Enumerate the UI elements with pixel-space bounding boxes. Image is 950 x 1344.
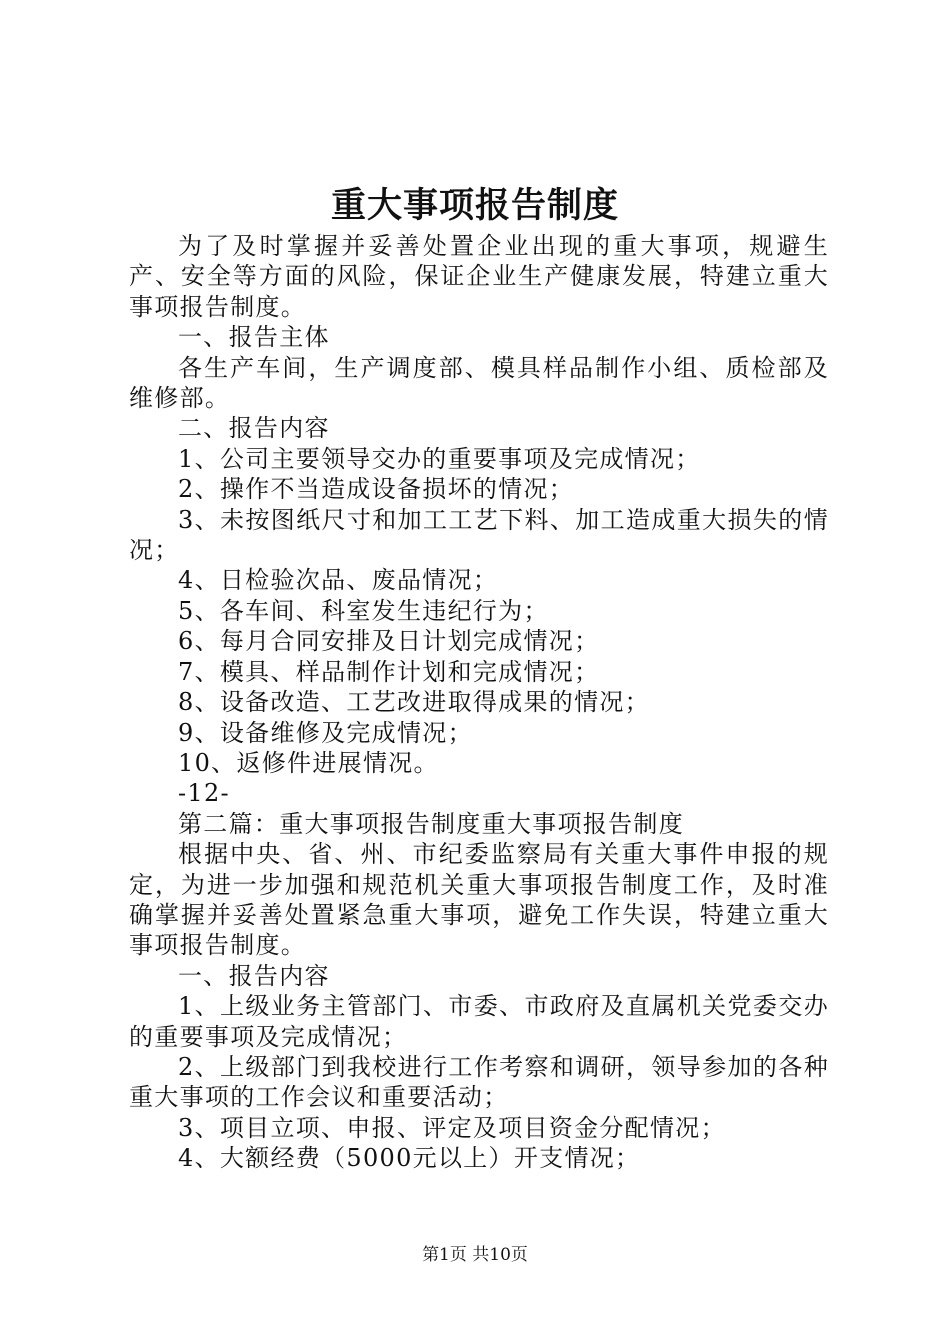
list-item: 9、设备维修及完成情况； [178, 718, 473, 747]
list-item: 1、公司主要领导交办的重要事项及完成情况； [178, 444, 701, 473]
section-heading-part-two: 第二篇：重大事项报告制度重大事项报告制度 [178, 809, 684, 838]
list-item: 2、操作不当造成设备损坏的情况； [178, 475, 575, 504]
paragraph-report-subject: 各生产车间，生产调度部、模具样品制作小组、质检部及维修部。 [129, 353, 829, 413]
document-body [129, 231, 829, 1174]
list-item: 4、大额经费（5000元以上）开支情况； [178, 1144, 641, 1173]
paragraph-intro: 为了及时掌握并妥善处置企业出现的重大事项，规避生产、安全等方面的风险，保证企业生产健康发展，特建立重大事项报告制度。 [129, 232, 829, 321]
list-item: 3、未按图纸尺寸和加工工艺下料、加工造成重大损失的情况； [129, 505, 829, 565]
list-item: 4、日检验次品、废品情况； [178, 566, 499, 595]
list-item: 10、返修件进展情况。 [178, 748, 439, 777]
heading-report-subject: 一、报告主体 [178, 323, 330, 352]
heading-report-content-2: 一、报告内容 [178, 961, 330, 990]
list-item: 6、每月合同安排及日计划完成情况； [178, 627, 600, 656]
page-footer: 第1页 共10页 [422, 1245, 528, 1265]
inline-page-marker: -12- [178, 779, 230, 808]
paragraph-part-two-intro: 根据中央、省、州、市纪委监察局有关重大事件申报的规定，为进一步加强和规范机关重大事项报告制度工作，及时准确掌握并妥善处置紧急重大事项，避免工作失误，特建立重大事项报告制度。 [129, 840, 829, 960]
list-item: 3、项目立项、申报、评定及项目资金分配情况； [178, 1113, 726, 1142]
list-item: 2、上级部门到我校进行工作考察和调研，领导参加的各种重大事项的工作会议和重要活动； [129, 1052, 829, 1112]
document-title: 重大事项报告制度 [330, 185, 619, 226]
list-item: 8、设备改造、工艺改进取得成果的情况； [178, 688, 650, 717]
list-item: 5、各车间、科室发生违纪行为； [178, 596, 549, 625]
heading-report-content: 二、报告内容 [178, 414, 330, 443]
list-item: 7、模具、样品制作计划和完成情况； [178, 657, 600, 686]
list-item: 1、上级业务主管部门、市委、市政府及直属机关党委交办的重要事项及完成情况； [129, 992, 829, 1051]
